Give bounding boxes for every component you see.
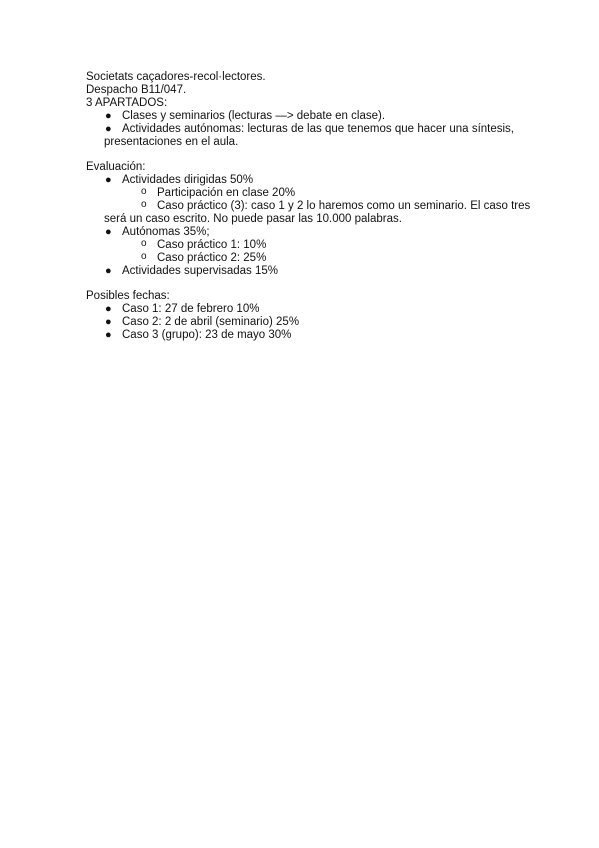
- list-item-text: Actividades supervisadas 15%: [122, 264, 278, 277]
- office-line: Despacho B11/047.: [86, 83, 187, 96]
- list-item: [86, 303, 514, 316]
- document-body: [86, 71, 531, 342]
- list-item-text: Caso 3 (grupo): 23 de mayo 30%: [122, 329, 292, 342]
- list-item-text: Caso 1: 27 de febrero 10%: [122, 303, 260, 316]
- bullet-circle-icon: o: [141, 250, 147, 262]
- bullet-circle-icon: o: [141, 237, 147, 249]
- bullet-disc-icon: ●: [105, 329, 112, 342]
- evaluation-heading: Evaluación:: [86, 161, 146, 174]
- dates-heading: Posibles fechas:: [86, 290, 170, 303]
- bullet-disc-icon: ●: [105, 122, 112, 135]
- bullet-disc-icon: ●: [105, 303, 112, 316]
- list-item-text: Clases y seminarios (lecturas —> debate en clase).: [122, 109, 386, 122]
- list-item: [86, 329, 514, 342]
- list-item: [86, 123, 514, 149]
- bullet-disc-icon: ●: [105, 316, 112, 329]
- list-item: [86, 110, 514, 123]
- evaluation-list: [86, 174, 531, 277]
- sub-list-item: [86, 239, 514, 252]
- list-item-text-line1: Actividades autónomas: lecturas de las que tenemos que hacer una síntesis,: [122, 122, 514, 135]
- bullet-disc-icon: ●: [105, 109, 112, 122]
- list-item-text-line2: presentaciones en el aula.: [104, 135, 239, 148]
- sub-list-item-text: Participación en clase 20%: [157, 187, 296, 200]
- bullet-circle-icon: o: [141, 199, 147, 211]
- bullet-disc-icon: ●: [105, 264, 112, 277]
- course-title: Societats caçadores-recol·lectores.: [86, 71, 266, 83]
- bullet-circle-icon: o: [141, 186, 147, 198]
- sub-list-item: [86, 252, 514, 265]
- sub-list-item-text-line2: será un caso escrito. No puede pasar las 10.000 palabras.: [104, 212, 402, 225]
- sub-list-item: [86, 187, 514, 200]
- list-item-text: Autónomas 35%;: [122, 225, 210, 238]
- list-item: [86, 174, 514, 187]
- sub-list-item-text: Caso práctico 1: 10%: [157, 238, 267, 251]
- list-item: [86, 316, 514, 329]
- list-item: [86, 226, 514, 239]
- bullet-disc-icon: ●: [105, 174, 112, 187]
- sections-heading: 3 APARTADOS:: [86, 96, 168, 109]
- sub-list-item-text-line1: Caso práctico (3): caso 1 y 2 lo haremos como un seminario. El caso tres: [157, 200, 531, 213]
- list-item: [86, 265, 514, 278]
- bullet-disc-icon: ●: [105, 225, 112, 238]
- sub-list-item: [86, 199, 531, 226]
- list-item-text: Actividades dirigidas 50%: [122, 174, 254, 187]
- sections-list: [86, 110, 514, 149]
- dates-list: [86, 303, 514, 342]
- list-item-text: Caso 2: 2 de abril (seminario) 25%: [122, 316, 300, 329]
- sub-list-item-text: Caso práctico 2: 25%: [157, 251, 267, 264]
